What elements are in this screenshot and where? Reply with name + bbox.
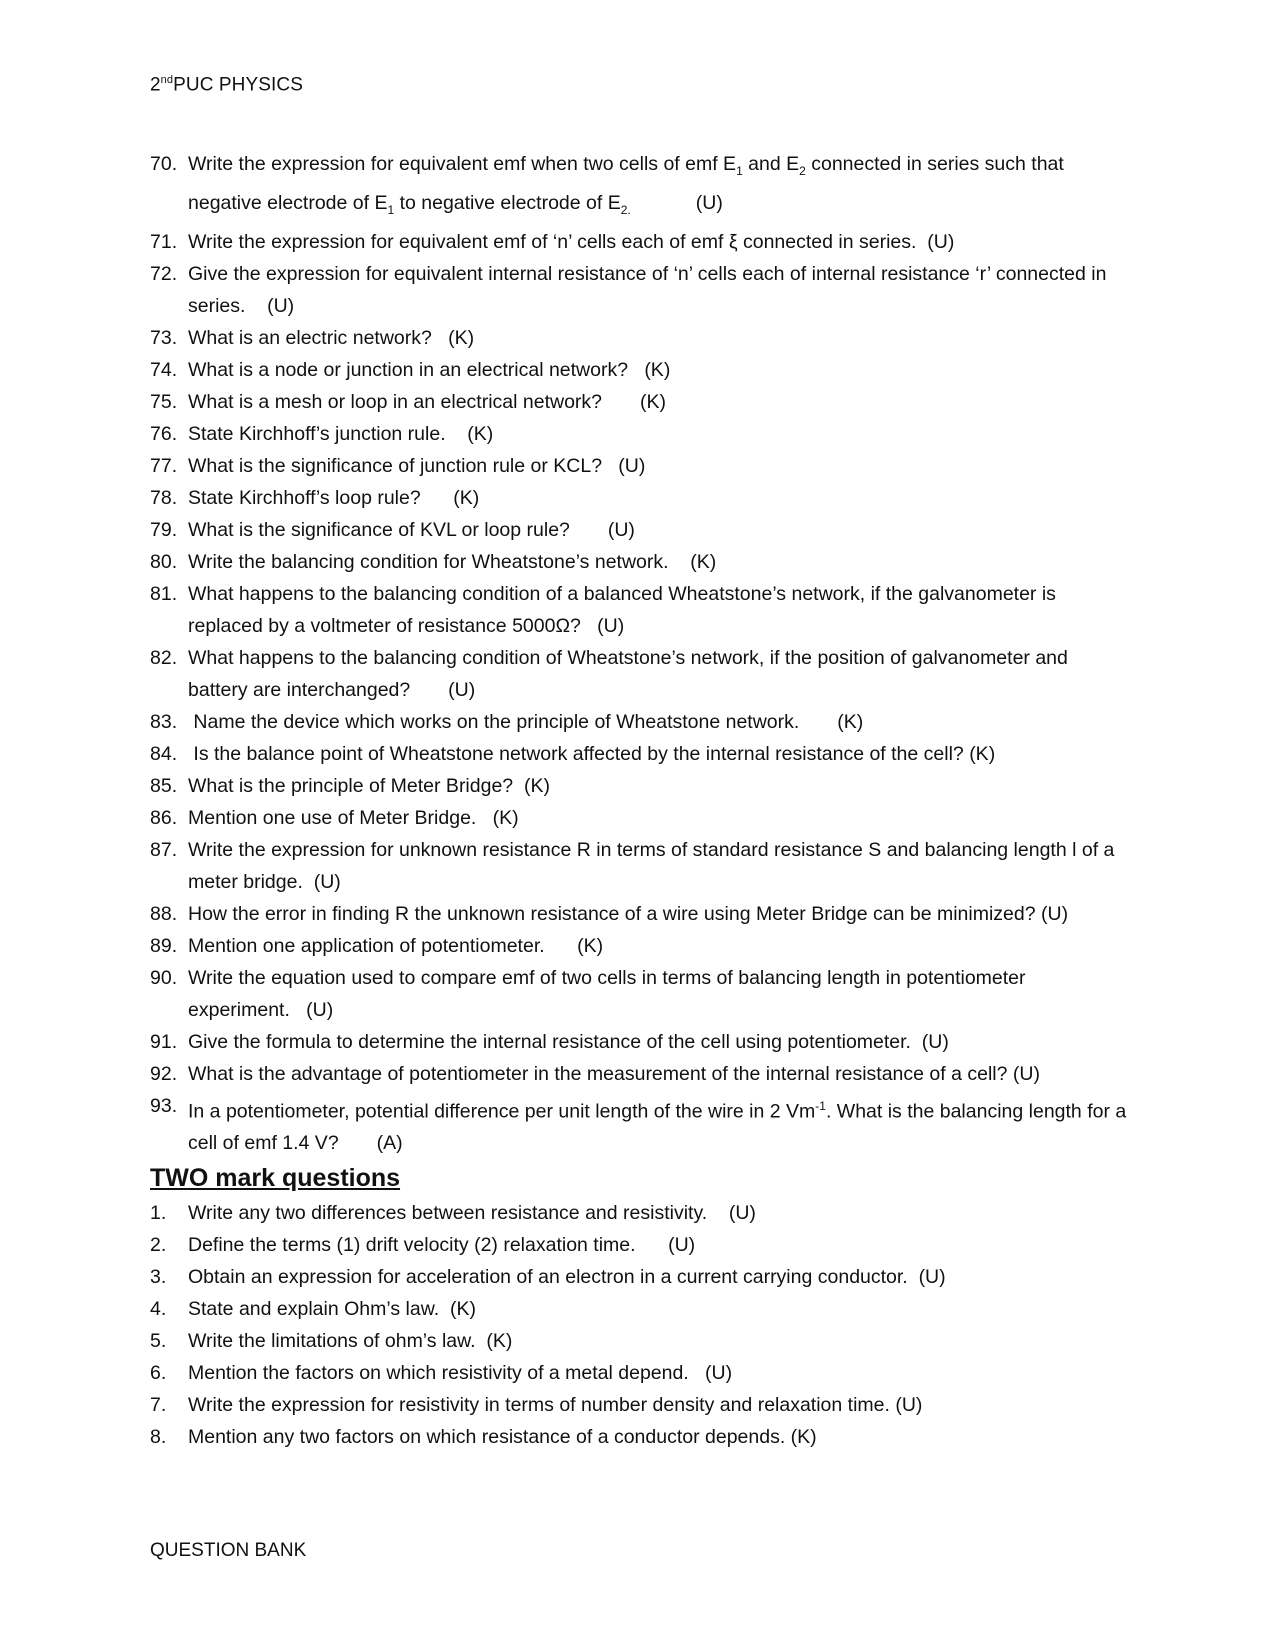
question-number: 81. [150,582,178,605]
question-item [150,322,1130,354]
question-text: In a potentiometer, potential difference per unit length of the wire in 2 $Vm^{-1}$. What is the balancing length for a cell of emf 1.4 V? (A) [188,1098,1132,1155]
question-number: 88. [150,902,178,925]
question-text: Write the expression for resistivity in terms of number density and relaxation time. (U) [188,1394,923,1417]
question-text: What is the significance of KVL or loop rule? (U) [188,518,635,541]
question-item [150,1197,1130,1229]
question-item [150,418,1130,450]
question-item [150,578,1130,642]
question-text: State Kirchhoff’s loop rule? (K) [188,486,480,509]
question-item [150,1261,1130,1293]
question-text: What is the advantage of potentiometer in the measurement of the internal resistance of a cell? (U) [188,1062,1040,1085]
question-number: 2. [150,1234,167,1257]
question-number: 1. [150,1202,167,1225]
question-text: What is a mesh or loop in an electrical network? (K) [188,390,666,413]
question-number: 70. [150,153,178,175]
question-text: Mention any two factors on which resistance of a conductor depends. (K) [188,1426,817,1449]
question-number: 89. [150,934,178,957]
question-text: Write the expression for equivalent emf of ‘n’ cells each of emf ξ connected in series. (U) [188,230,955,253]
question-item [150,1357,1130,1389]
question-text: Name the device which works on the principle of Wheatstone network. (K) [188,710,864,733]
question-number: 83. [150,710,178,733]
question-text: Give the expression for equivalent internal resistance of ‘n’ cells each of internal resistance ‘r’ connected in series. (U) [188,262,1112,317]
question-text: Obtain an expression for acceleration of an electron in a current carrying conductor. (U) [188,1266,946,1289]
question-item [150,148,1130,226]
question-item [150,386,1130,418]
question-number: 75. [150,390,178,413]
question-item [150,834,1130,898]
page-header [150,74,303,96]
question-text: What is an electric network? (K) [188,326,475,349]
question-text: What is a node or junction in an electrical network? (K) [188,358,671,381]
question-list [150,148,1130,1453]
question-item [150,1026,1130,1058]
page-footer: QUESTION BANK [150,1540,307,1561]
question-item [150,514,1130,546]
header-grade-number: 2 [150,74,161,96]
question-item [150,706,1130,738]
question-text: Write the expression for equivalent emf when two cells of emf $E_1$ and $E_2$ connected in series such that negative electrode of $E_1$ to negative electrode of $E_{2.}$ (U) [188,153,1070,217]
question-number: 4. [150,1298,167,1321]
question-number: 85. [150,774,178,797]
question-number: 5. [150,1330,167,1353]
question-text: Write the balancing condition for Wheatstone’s network. (K) [188,550,717,573]
question-text: Write any two differences between resistance and resistivity. (U) [188,1202,756,1225]
question-number: 73. [150,326,178,349]
question-item [150,258,1130,322]
question-item [150,802,1130,834]
question-item [150,962,1130,1026]
question-number: 77. [150,454,178,477]
question-number: 72. [150,262,178,285]
header-title: PUC PHYSICS [173,74,304,96]
question-number: 7. [150,1394,167,1417]
question-item [150,738,1130,770]
question-item [150,1421,1130,1453]
question-item [150,450,1130,482]
question-text: Give the formula to determine the internal resistance of the cell using potentiometer. (U) [188,1030,949,1053]
question-item [150,770,1130,802]
question-text: How the error in finding R the unknown resistance of a wire using Meter Bridge can be minimized? (U) [188,902,1069,925]
question-text: Mention one use of Meter Bridge. (K) [188,806,519,829]
question-text: Write the equation used to compare emf of two cells in terms of balancing length in potentiometer experiment. (U) [188,966,1031,1021]
question-text: What is the significance of junction rule or KCL? (U) [188,454,646,477]
question-item [150,1325,1130,1357]
question-number: 84. [150,742,178,765]
question-number: 87. [150,838,178,861]
question-item [150,1293,1130,1325]
header-grade-suffix: nd [160,74,174,86]
question-text: Write the limitations of ohm’s law. (K) [188,1330,513,1353]
question-number: 90. [150,966,178,989]
question-text: Write the expression for unknown resistance R in terms of standard resistance S and balancing length l of a meter bridge. (U) [188,838,1120,893]
question-text: Define the terms (1) drift velocity (2) relaxation time. (U) [188,1234,696,1257]
question-number: 6. [150,1362,167,1385]
question-number: 93. [150,1094,178,1117]
question-item [150,226,1130,258]
question-number: 92. [150,1062,178,1085]
question-text: What is the principle of Meter Bridge? (K) [188,774,550,797]
question-number: 76. [150,422,178,445]
question-item [150,642,1130,706]
question-number: 78. [150,486,178,509]
question-number: 82. [150,646,178,669]
question-item [150,1389,1130,1421]
question-number: 79. [150,518,178,541]
question-text: What happens to the balancing condition of Wheatstone’s network, if the position of galvanometer and battery are interchanged? (U) [188,646,1074,701]
question-number: 86. [150,806,178,829]
question-item [150,482,1130,514]
question-item [150,930,1130,962]
question-item [150,546,1130,578]
question-item [150,1229,1130,1261]
question-text: Mention the factors on which resistivity of a metal depend. (U) [188,1362,733,1385]
question-text: State and explain Ohm’s law. (K) [188,1298,476,1321]
section-title: TWO mark questions [150,1164,401,1193]
question-number: 91. [150,1030,178,1053]
question-text: Is the balance point of Wheatstone network affected by the internal resistance of the cell? (K) [188,742,996,765]
question-item [150,1090,1130,1160]
question-number: 80. [150,550,178,573]
question-item [150,354,1130,386]
question-number: 3. [150,1266,167,1289]
question-number: 71. [150,230,178,253]
question-text: State Kirchhoff’s junction rule. (K) [188,422,494,445]
question-item [150,898,1130,930]
question-text: What happens to the balancing condition of a balanced Wheatstone’s network, if the galvanometer is replaced by a voltmeter of resistance 5000Ω? (U) [188,582,1062,637]
question-text: Mention one application of potentiometer. (K) [188,934,604,957]
question-number: 8. [150,1426,167,1449]
two-mark-questions [150,1197,1130,1453]
one-mark-questions [150,148,1130,1159]
question-item [150,1058,1130,1090]
question-number: 74. [150,358,178,381]
